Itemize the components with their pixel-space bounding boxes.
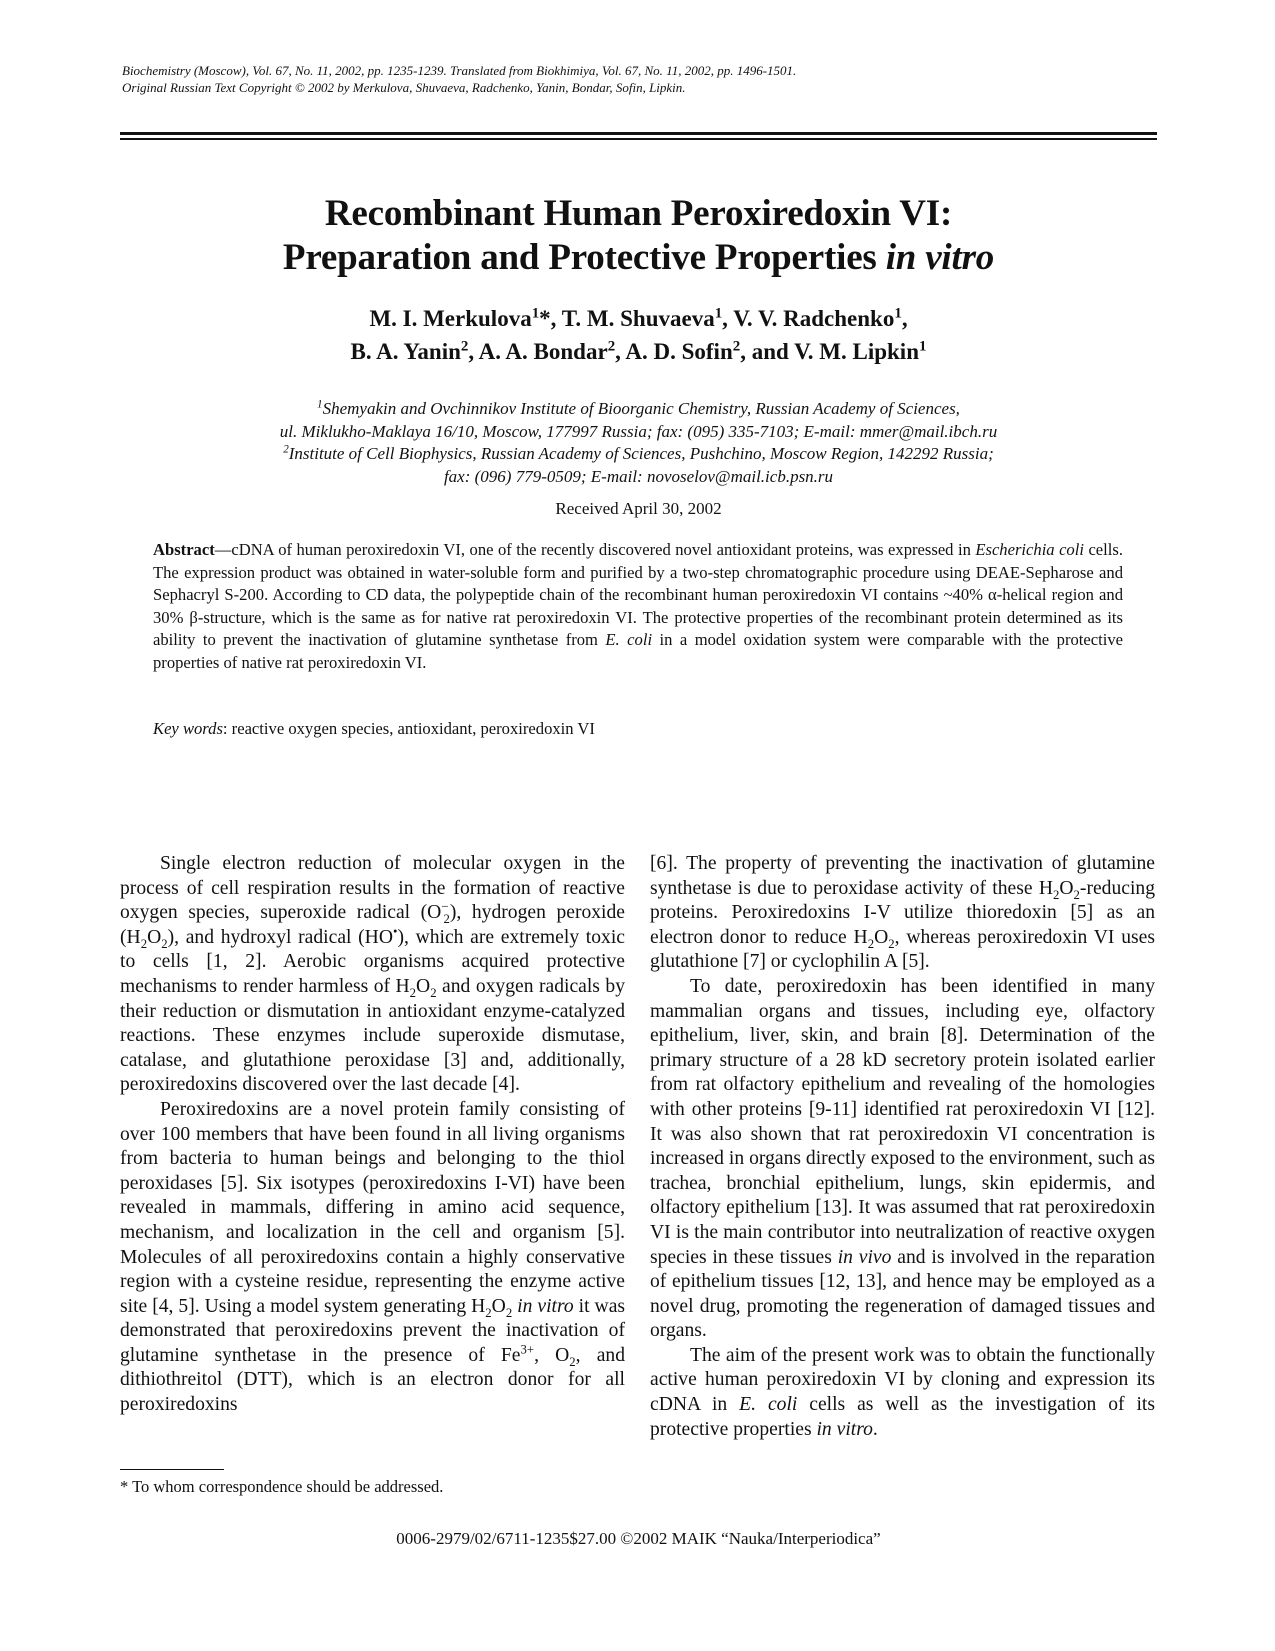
author-name: V. V. Radchenko (733, 306, 895, 331)
author-name: M. I. Merkulova (369, 306, 532, 331)
author-separator: , (615, 339, 626, 364)
author-separator: *, (539, 306, 562, 331)
abstract-text: —cDNA of human peroxiredoxin VI, one of the recently discovered novel antioxidant proteins, was expressed in (214, 540, 976, 559)
body-paragraph: [6]. The property of preventing the inactivation of glutamine synthetase is due to peroxidase activity of these $H_2O_2$-reducing proteins. Peroxiredoxins I-V utilize thioredoxin [5] as an electron donor to reduce $H_2O_2$, whereas peroxiredoxin VI uses glutathione [7] or cyclophilin A [5]. (650, 853, 1155, 973)
affil-marker: 1 (531, 305, 540, 322)
affiliation-2-address: fax: (096) 779-0509; E-mail: novoselov@mail.icb.psn.ru (443, 466, 834, 486)
author-name: A. D. Sofin (625, 339, 733, 364)
author-separator: , (722, 306, 734, 331)
keywords-label: Key words (153, 719, 223, 738)
journal-header (122, 62, 1162, 96)
affiliation-2 (120, 443, 1157, 466)
author-separator: , (468, 339, 479, 364)
affiliations (120, 398, 1157, 488)
author-list (120, 302, 1157, 368)
body-column-right (650, 852, 1155, 1442)
journal-header-line2: Original Russian Text Copyright © 2002 by Merkulova, Shuvaeva, Radchenko, Yanin, Bondar, Sofin, Lipkin. (122, 80, 686, 95)
author-line2 (120, 335, 1157, 368)
footnote: * To whom correspondence should be addressed. (120, 1477, 444, 1496)
body-paragraph: Single electron reduction of molecular oxygen in the process of cell respiration results in the formation of reactive oxygen species, superoxide radical $(O^-_2)$, hydrogen peroxide $(H_2O_2)$, and hydroxyl radical (HO•), which are extremely toxic to cells [1, 2]. Aerobic organisms acquired protective mechanisms to render harmless of $H_2O_2$ and oxygen radicals by their reduction or dismutation in antioxidant enzyme-catalyzed reactions. These enzymes include superoxide dismutase, catalase, and glutathione peroxidase [3] and, additionally, peroxiredoxins discovered over the last decade [4]. (120, 853, 625, 1096)
abstract-label: Abstract (153, 540, 215, 559)
abstract-text: cells. The expression product was obtained in water-soluble form and purified by a two-step chromatographic procedure using DEAE-Sepharose and Sephacryl S-200. According to CD data, the polypeptide chain of the recombinant human peroxiredoxin VI contains ~40% α-helical region and 30% β-structure, which is the same as for native rat peroxiredoxin VI. The protective properties of the recombinant protein determined as its ability to prevent the inactivation of glutamine synthetase from (153, 540, 1123, 650)
affiliation-line: Institute of Cell Biophysics, Russian Academy of Sciences, Pushchino, Moscow Region, 142292 Russia; (288, 444, 994, 463)
title-line2 (120, 236, 1157, 280)
affil-marker: 1 (894, 305, 902, 322)
affiliation-line: Shemyakin and Ovchinnikov Institute of Bioorganic Chemistry, Russian Academy of Sciences, (322, 399, 960, 418)
affil-marker: 2 (732, 338, 741, 355)
author-name: T. M. Shuvaeva (561, 306, 715, 331)
author-separator: , (901, 306, 908, 331)
abstract-italic: Escherichia coli (975, 540, 1084, 559)
author-name: V. M. Lipkin (794, 339, 919, 364)
title-line1: Recombinant Human Peroxiredoxin VI: (324, 193, 953, 234)
title-line2-main: Preparation and Protective Properties (282, 237, 886, 278)
author-line1 (120, 302, 1157, 335)
body-paragraph: Peroxiredoxins are a novel protein family consisting of over 100 members that have been found in all living organisms from bacteria to human beings and belonging to the thiol peroxidases [5]. Six isotypes (peroxiredoxins I-VI) have been revealed in mammals, differing in amino acid sequence, mechanism, and localization in the cell and organism [5]. Molecules of all peroxiredoxins contain a highly conservative region with a cysteine residue, representing the enzyme active site [4, 5]. Using a model system generating $H_2O_2$ in vitro it was demonstrated that peroxiredoxins prevent the inactivation of glutamine synthetase in the presence of $Fe^{3+}$, $O_2$, and dithiothreitol (DTT), which is an electron donor for all peroxiredoxins (120, 1098, 626, 1416)
author-name: B. A. Yanin (350, 339, 461, 364)
body-paragraph: To date, peroxiredoxin has been identified in many mammalian organs and tissues, including eye, olfactory epithelium, liver, skin, and brain [8]. Determination of the primary structure of a 28 kD secretory protein isolated earlier from rat olfactory epithelium and revealing of the homologies with other proteins [9-11] identified rat peroxiredoxin VI [12]. It was also shown that rat peroxiredoxin VI concentration is increased in organs directly exposed to the environment, such as trachea, bronchial epithelium, lungs, skin epidermis, and olfactory epithelium [13]. It was assumed that rat peroxiredoxin VI is the main contributor into neutralization of reactive oxygen species in these tissues in vivo and is involved in the reparation of epithelium tissues [12, 13], and hence may be employed as a novel drug, promoting the regeneration of damaged tissues and organs. (650, 975, 1155, 1342)
abstract-italic: E. coli (605, 630, 653, 650)
keywords-text: : reactive oxygen species, antioxidant, peroxiredoxin VI (222, 719, 595, 738)
received-date: Received April 30, 2002 (555, 499, 722, 518)
header-rule-thick (120, 132, 1157, 135)
affil-marker: 2 (460, 338, 469, 355)
journal-header-line1: Biochemistry (Moscow), Vol. 67, No. 11, 2002, pp. 1235-1239. Translated from Biokhimiya, Vol. 67, No. 11, 2002, pp. 1496-1501. (122, 63, 797, 78)
copyright-footer: 0006-2979/02/6711-1235$27.00 ©2002 MAIK “Nauka/Interperiodica” (396, 1529, 881, 1548)
keywords (153, 719, 1123, 739)
affil-marker: 2 (283, 443, 289, 456)
footnote-rule (120, 1469, 224, 1470)
affil-marker: 2 (607, 338, 616, 355)
author-separator: , and (740, 339, 795, 364)
affiliation-1-address: ul. Miklukho-Maklaya 16/10, Moscow, 177997 Russia; fax: (095) 335-7103; E-mail: mmer@mail.ibch.ru (279, 421, 998, 441)
abstract-text: in a model oxidation system were comparable with the protective properties of native rat peroxiredoxin VI. (153, 630, 1123, 672)
abstract (153, 539, 1123, 675)
affil-marker: 1 (919, 338, 927, 355)
header-rule-thin (120, 138, 1157, 140)
author-name: A. A. Bondar (478, 339, 608, 364)
body-column-left (120, 852, 625, 1418)
body-paragraph: The aim of the present work was to obtain the functionally active human peroxiredoxin VI by cloning and expression its cDNA in E. coli cells as well as the investigation of its protective properties in vitro. (650, 1344, 1155, 1440)
affil-marker: 1 (714, 305, 723, 322)
title-line2-italic: in vitro (885, 237, 995, 278)
affiliation-1 (120, 398, 1157, 421)
affil-marker: 1 (317, 398, 323, 411)
paper-title (120, 192, 1157, 280)
